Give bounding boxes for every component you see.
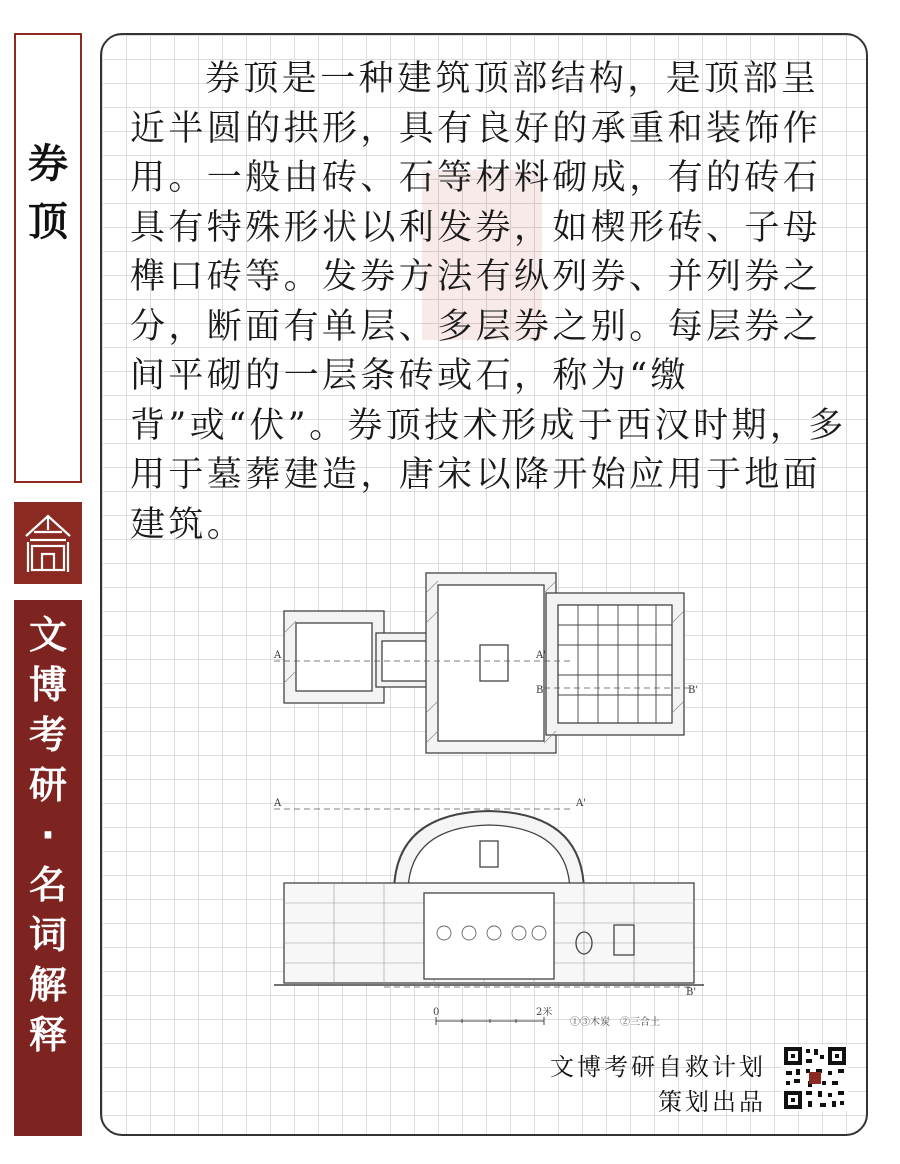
section-label: B bbox=[536, 685, 544, 696]
series-char: · bbox=[40, 813, 56, 857]
tomb-plan-drawing bbox=[274, 563, 704, 1003]
scale-zero: 0 bbox=[433, 1007, 440, 1018]
title-char: 顶 bbox=[28, 199, 68, 245]
section-label: A' bbox=[576, 798, 586, 809]
series-char: 词 bbox=[28, 913, 67, 957]
series-char: 研 bbox=[28, 763, 67, 807]
section-label: B' bbox=[688, 685, 699, 696]
section-label: A bbox=[274, 650, 282, 661]
series-char: 考 bbox=[28, 713, 67, 757]
series-char: 解 bbox=[28, 963, 67, 1007]
series-banner bbox=[14, 600, 82, 1136]
section-label: A' bbox=[536, 650, 546, 661]
series-char: 释 bbox=[28, 1013, 67, 1057]
legend-text: ①③木炭 ②三合土 bbox=[570, 1017, 660, 1028]
footer-produced: 策划出品 bbox=[658, 1088, 766, 1116]
series-char: 博 bbox=[28, 663, 67, 707]
house-seal-icon bbox=[14, 502, 82, 584]
series-char: 文 bbox=[28, 613, 67, 657]
scale-bar bbox=[432, 1007, 712, 1033]
title-char: 券 bbox=[28, 141, 68, 187]
series-char: 名 bbox=[28, 863, 67, 907]
footer-planner: 文博考研自救计划 bbox=[550, 1053, 766, 1081]
content-card bbox=[100, 33, 868, 1136]
section-label: B' bbox=[686, 987, 697, 998]
section-label: A bbox=[274, 798, 282, 809]
qr-code-icon bbox=[782, 1045, 848, 1111]
scale-end: 2米 bbox=[536, 1007, 553, 1018]
article-body: 券顶是一种建筑顶部结构，是顶部呈近半圆的拱形，具有良好的承重和装饰作用。一般由砖、石等材料砌成，有的砖石具有特殊形状以利发券，如楔形砖、子母榫口砖等。发券方法有纵列券、并列券之分，断面有单层、多层券之别。每层券之间平砌的一层条砖或石，称为“缴背”或“伏”。券顶技术形成于西汉时期，多用于墓葬建造，唐宋以降开始应用于地面建筑。 bbox=[130, 59, 847, 545]
title-box bbox=[14, 33, 82, 483]
